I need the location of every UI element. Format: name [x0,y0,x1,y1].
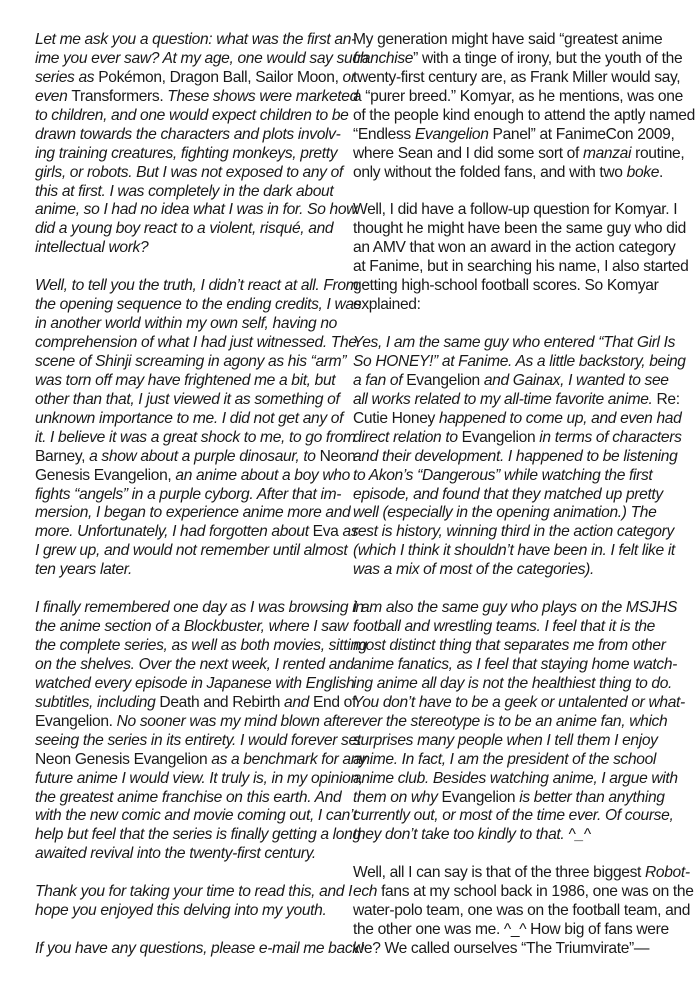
text-line [35,447,356,467]
text-line [35,352,347,372]
italic-text: Thank you for taking your time to read this, and I [35,883,353,901]
italic-text: Well, to tell you the truth, I didn’t react at all. From [35,277,359,295]
italic-text: and Gainax, I wanted to see [479,371,669,389]
roman-text: explained: [353,296,421,314]
paragraph [35,31,369,258]
italic-text: Evangelion [414,125,489,143]
roman-text: twenty-first century are, as Frank Miller would say, [353,68,681,86]
italic-text: awaited revival into the twenty-first century. [35,845,316,863]
italic-text: mersion, I began to experience anime more and [35,504,351,522]
italic-text: most distinct thing that separates me from other [353,637,666,654]
text-line [353,674,673,694]
text-line [353,523,674,542]
italic-text: fights “angels” in a purple cyborg. After that im- [35,485,342,503]
text-line [353,467,651,486]
text-line [353,239,676,258]
italic-text: all works related to my all-time favorite anime. [353,390,657,408]
italic-text: boke [626,163,660,181]
italic-text: surprises many people when I tell them I enjoy [353,731,658,749]
left-column [35,31,369,978]
italic-text: ech [353,883,378,901]
text-line [353,277,659,296]
italic-text: episode, and found that they matched up pretty [353,485,663,503]
text-line [353,68,681,88]
italic-text: on the shelves. Over the next week, I rented and [35,655,354,673]
roman-text: Genesis Evangelion, [35,466,172,484]
roman-text: Evangelion [441,788,516,806]
text-line [353,864,690,883]
text-line [353,485,663,505]
text-line [35,49,369,69]
text-line [35,315,338,334]
roman-text: only without the folded fans, and with two [353,163,627,181]
italic-text: currently out, or most of the time ever. Of course, [353,807,674,825]
paragraph [353,31,695,183]
roman-text: Death and Rebirth [159,693,281,711]
text-line [35,845,333,864]
text-line [353,49,683,69]
italic-text: with the new comic and movie coming out, I can’t [35,807,358,825]
text-line [35,409,344,429]
roman-text: where Sean and I did some sort of [353,144,583,162]
italic-text: franchise [353,49,414,67]
text-line [35,750,367,770]
text-line [35,826,361,845]
italic-text: series as [35,68,99,86]
roman-text: of the people kind enough to attend the aptly named [353,106,695,124]
text-line [35,390,340,410]
italic-text: as a benchmark for any [207,750,367,768]
italic-text: even [35,87,72,105]
italic-text: did a young boy react to a violent, risqué, and [35,220,334,238]
text-line [353,769,678,789]
text-line [353,125,675,145]
text-line [35,277,359,296]
paragraph [353,864,694,959]
text-line [35,637,367,656]
italic-text: other than that, I just viewed it as something of [35,390,340,408]
text-line [35,655,354,675]
italic-text: Robot- [645,864,690,882]
italic-text: is better than anything [515,788,665,806]
roman-text: getting high-school football scores. So Komyar [353,277,659,295]
text-line [35,31,356,50]
italic-text: to children, and one would expect children to be [35,106,349,124]
text-line [353,637,666,656]
text-line [353,144,685,164]
paragraph [353,201,689,315]
roman-text: “Endless [353,125,415,143]
italic-text: I finally remembered one day as I was browsing in [35,599,364,617]
roman-text: an AMV that won an award in the action category [353,239,676,257]
text-line [353,334,676,353]
italic-text: a show about a purple dinosaur, to [85,447,320,465]
text-line [35,144,338,164]
roman-text: fans at my school back in 1986, one was on the [377,883,694,901]
italic-text: (which I think it shouldn’t have been in. I felt like it [353,542,675,560]
italic-text: watched every episode in Japanese with English [35,674,355,692]
text-line [35,788,342,808]
italic-text: happened to come up, and even had [434,409,682,427]
italic-text: I grew up, and would not remember until almost [35,542,348,560]
text-line [353,542,675,561]
text-line [353,826,651,845]
italic-text: ever the stereotype is to be an anime fan, which [353,712,668,730]
italic-text: the anime section of a Blockbuster, where I saw [35,618,348,636]
italic-text: intellectual work? [35,239,149,257]
roman-text: Cutie Honey [353,409,435,427]
right-column [353,31,695,978]
italic-text: more. Unfortunately, I had forgotten about [35,523,313,541]
text-line [353,731,658,751]
text-line [353,750,657,770]
italic-text: and their development. I happened to be listening [353,447,678,465]
italic-text: or [338,68,356,86]
text-line [35,618,348,637]
roman-text: End of [312,693,356,711]
text-line [353,220,686,239]
text-line [353,883,694,902]
paragraph [353,599,685,845]
roman-text: Well, all I can say is that of the three biggest [353,864,645,882]
roman-text: ” with a tinge of irony, but the youth of the [413,49,683,67]
italic-text: future anime I would view. It truly is, in my opinion, [35,769,363,787]
italic-text: the greatest anime franchise on this earth. And [35,788,342,806]
text-line [353,390,680,410]
text-line [35,599,364,618]
italic-text: ten years later. [35,561,132,579]
text-line [353,201,678,220]
italic-text: it. I believe it was a great shock to me, to go from [35,428,356,446]
text-line [353,712,668,732]
roman-text: Pokémon, Dragon Ball, Sailor Moon, [98,68,339,86]
italic-text: hope you enjoyed this delving into my youth. [35,902,327,920]
roman-text: My generation might have said “greatest anime [353,31,663,48]
text-line [35,334,357,353]
text-line [353,618,655,637]
italic-text: No sooner was my mind blown after [112,712,353,730]
roman-text: Barney, [35,447,86,465]
italic-text: So HONEY!” at Fanime. As a little backstory, being [353,352,686,370]
text-line [353,921,669,940]
italic-text: help but feel that the series is finally getting a long [35,826,361,844]
italic-text: You don’t have to be a geek or untalented or what- [353,693,685,711]
text-line [353,504,657,523]
text-line [353,902,691,921]
text-line [35,674,355,694]
paragraph [35,940,364,959]
text-line [35,239,333,258]
text-line [35,485,342,505]
roman-text: routine, [631,144,685,162]
text-line [353,371,669,391]
roman-text: Re: [656,390,680,408]
italic-text: an anime about a boy who [171,466,350,484]
roman-text: water-polo team, one was on the football team, and [353,902,691,920]
text-line [35,542,348,561]
roman-text: Panel” at FanimeCon 2009, [488,125,675,143]
italic-text: was torn off may have frightened me a bit, but [35,371,336,389]
roman-text: Evangelion [406,371,480,389]
text-line [35,371,336,391]
text-line [35,731,361,751]
text-line [35,466,350,486]
italic-text: manzai [582,144,632,162]
italic-text: scene of Shinji screaming in agony as his “arm” [35,352,347,370]
italic-text: anime. In fact, I am the president of the school [353,750,657,768]
text-line [353,447,678,467]
text-line [35,296,362,315]
text-line [353,940,651,959]
text-line [353,296,651,315]
text-line [353,163,664,183]
text-line [353,693,685,713]
italic-text: If you have any questions, please e-mail me back! [35,940,364,957]
text-line [35,769,363,789]
italic-text: drawn towards the characters and plots involv- [35,125,341,143]
italic-text: in another world within my own self, having no [35,315,338,333]
roman-text: Neon [319,447,356,465]
roman-text: Eva [312,523,339,541]
text-line [35,902,333,921]
italic-text: I am also the same guy who plays on the MSJHS [353,599,678,617]
text-line [35,428,356,448]
text-line [353,258,689,277]
italic-text: ime you ever saw? At my age, one would say such [35,49,369,67]
italic-text: was a mix of most of the categories). [353,561,594,579]
text-line [353,655,678,675]
italic-text: Let me ask you a question: what was the first an- [35,31,356,48]
text-line [35,712,353,732]
italic-text: These shows were marketed [163,87,358,105]
italic-text: anime fanatics, as I feel that staying home watch- [353,655,678,673]
italic-text: girls, or robots. But I was not exposed to any of [35,163,343,181]
paragraph [35,599,367,864]
text-line [35,693,356,713]
italic-text: a fan of [353,371,407,389]
italic-text: anime club. Besides watching anime, I argue with [353,769,678,787]
roman-text: Well, I did have a follow-up question for Komyar. I [353,201,678,219]
text-line [35,883,353,902]
text-line [353,428,682,448]
italic-text: the opening sequence to the ending credits, I was [35,296,362,314]
text-line [35,220,333,239]
italic-text: subtitles, including [35,693,160,711]
text-line [353,87,683,107]
roman-text: Evangelion [461,428,536,446]
text-line [35,940,364,959]
italic-text: Yes, I am the same guy who entered “That Girl Is [353,334,676,351]
paragraph [35,883,353,921]
roman-text: we? We called ourselves “The Triumvirate”— [353,940,650,957]
italic-text: well (especially in the opening animation.) The [353,504,657,522]
italic-text: direct relation to [353,428,462,446]
text-line [35,201,358,220]
text-line [35,68,356,88]
text-line [35,523,359,542]
text-line [35,163,343,183]
italic-text: ing anime all day is not the healthiest thing to do. [353,674,673,692]
roman-text: Transformers. [71,87,164,105]
text-line [353,788,665,808]
italic-text: the complete series, as well as both movies, sitting [35,637,367,654]
roman-text: Evangelion. [35,712,113,730]
italic-text: anime, so I had no idea what I was in for. So how [35,201,358,219]
italic-text: unknown importance to me. I did not get any of [35,409,344,427]
roman-text: a “purer breed.” Komyar, as he mentions, was one [353,87,683,105]
text-line [353,599,678,618]
text-line [35,807,358,826]
text-line [35,504,351,523]
roman-text: the other one was me. ^_^ How big of fans were [353,921,669,939]
italic-text: ing training creatures, fighting monkeys, pretty [35,144,338,162]
text-line [35,183,333,202]
italic-text: rest is history, winning third in the action category [353,523,674,541]
italic-text: as [338,523,359,541]
paragraph [353,334,686,580]
italic-text: and [280,693,313,711]
italic-text: this at first. I was completely in the dark about [35,182,334,200]
italic-text: them on why [353,788,442,806]
text-line [35,106,349,126]
roman-text: . [659,163,664,181]
text-line [353,352,686,372]
text-line [353,807,674,826]
roman-text: Neon Genesis Evangelion [35,750,208,768]
text-line [353,409,682,429]
roman-text: at Fanime, but in searching his name, I also started [353,258,689,276]
italic-text: comprehension of what I had just witnessed. The [35,334,357,351]
text-line [353,561,651,580]
italic-text: to Akon’s “Dangerous” while watching the first [353,466,653,484]
italic-text: they don’t take too kindly to that. ^_^ [353,826,591,844]
paragraph [35,277,362,580]
text-line [35,561,333,580]
text-line [353,106,695,126]
text-line [353,31,663,50]
text-line [35,87,358,107]
italic-text: in terms of characters [535,428,682,446]
text-line [35,125,341,145]
italic-text: seeing the series in its entirety. I would forever set [35,731,361,749]
italic-text: football and wrestling teams. I feel that it is the [353,618,655,636]
roman-text: thought he might have been the same guy who did [353,220,686,238]
